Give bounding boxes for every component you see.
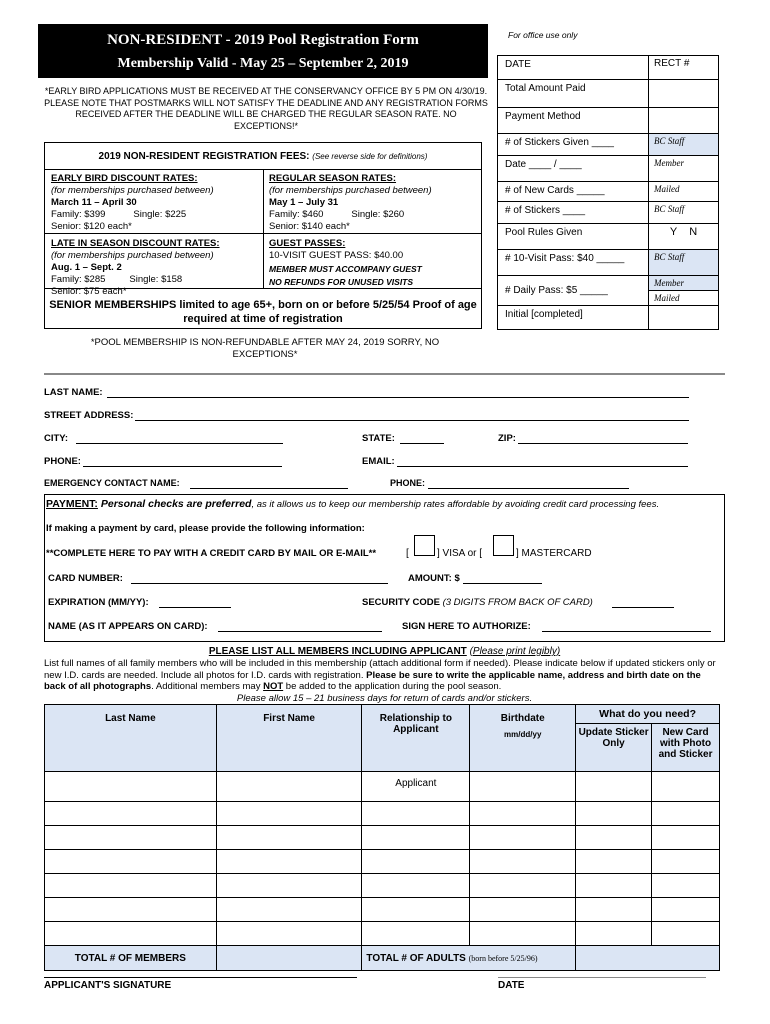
office-label: Total Amount Paid <box>498 80 649 108</box>
office-row <box>498 202 719 224</box>
member-cell[interactable] <box>45 802 217 826</box>
member-cell[interactable] <box>45 772 217 802</box>
member-cell[interactable] <box>362 874 470 898</box>
member-cell[interactable] <box>652 826 720 850</box>
sign-label: SIGN HERE TO AUTHORIZE: <box>402 621 531 632</box>
office-caption: For office use only <box>508 30 578 40</box>
amount-field[interactable] <box>463 583 542 584</box>
member-cell[interactable] <box>652 802 720 826</box>
allow-note: Please allow 15 – 21 business days for return of cards and/or stickers. <box>236 693 533 704</box>
col-what-need: What do you need? <box>576 705 720 724</box>
member-cell[interactable] <box>576 826 652 850</box>
security-field[interactable] <box>612 607 674 608</box>
card-name-label: NAME (AS IT APPEARS ON CARD): <box>48 621 208 632</box>
office-label: Payment Method <box>498 108 649 134</box>
office-row <box>498 156 719 182</box>
visa-label: ] VISA or [ <box>437 548 483 559</box>
member-cell[interactable] <box>45 850 217 874</box>
mastercard-label: ] MASTERCARD <box>516 548 592 559</box>
applicant-cell[interactable]: Applicant <box>362 772 470 802</box>
office-label: # of Stickers Given ____ <box>498 134 649 156</box>
office-value[interactable]: RECT # <box>649 56 719 80</box>
guest-passes: GUEST PASSES: 10-VISIT GUEST PASS: $40.00 MEMBER MUST ACCOMPANY GUEST NO REFUNDS FOR UNUSED VISITS <box>269 238 422 287</box>
phone-field[interactable] <box>83 466 282 467</box>
office-value[interactable]: BC Staff <box>649 250 719 276</box>
office-row <box>498 250 719 276</box>
member-cell[interactable] <box>470 922 576 946</box>
office-value[interactable]: BC Staff <box>649 134 719 156</box>
email-field[interactable] <box>397 466 688 467</box>
office-label: # 10-Visit Pass: $40 _____ <box>498 250 649 276</box>
member-row <box>45 802 720 826</box>
member-cell[interactable] <box>576 898 652 922</box>
late-season-rates: LATE IN SEASON DISCOUNT RATES: (for memberships purchased between) Aug. 1 – Sept. 2 Family: $285 Single: $158 Senior: $75 each* <box>51 238 220 297</box>
member-cell[interactable] <box>470 826 576 850</box>
member-cell[interactable] <box>652 850 720 874</box>
office-value[interactable] <box>649 108 719 134</box>
office-row <box>498 276 719 291</box>
office-value[interactable]: BC Staff <box>649 202 719 224</box>
signature-line[interactable] <box>44 977 357 978</box>
member-cell[interactable] <box>576 874 652 898</box>
state-field[interactable] <box>400 443 444 444</box>
member-cell[interactable] <box>652 874 720 898</box>
expiration-label: EXPIRATION (MM/YY): <box>48 597 149 608</box>
members-instructions: List full names of all family members who will be included in this membership (attach additional form if needed). Please indicate below if updated stickers only or new I.D. cards are needed. Include all photos for I.D. cards with registration. Please be sure to write the applicable name, address and birth date on the back of all photographs. Additional members may NOT be added to the application during the pool season. <box>44 658 716 692</box>
card-number-label: CARD NUMBER: <box>48 573 123 584</box>
total-adults-field[interactable] <box>576 946 720 971</box>
security-label: SECURITY CODE (3 DIGITS FROM BACK OF CARD) <box>362 597 593 608</box>
office-row <box>498 224 719 250</box>
col-relationship: Relationship to Applicant <box>362 705 470 772</box>
refund-note: *POOL MEMBERSHIP IS NON-REFUNDABLE AFTER MAY 24, 2019 SORRY, NO EXCEPTIONS* <box>90 337 440 360</box>
phone-label: PHONE: <box>44 456 81 467</box>
regular-rates: REGULAR SEASON RATES: (for memberships purchased between) May 1 – July 31 Family: $460 Single: $260 Senior: $140 each* <box>269 173 432 232</box>
card-info: If making a payment by card, please provide the following information: <box>46 523 365 534</box>
payment-box <box>44 494 725 642</box>
member-cell[interactable] <box>470 874 576 898</box>
col-update-sticker: Update Sticker Only <box>576 724 652 772</box>
member-cell[interactable] <box>216 850 362 874</box>
street-field[interactable] <box>135 420 689 421</box>
member-cell[interactable] <box>45 922 217 946</box>
member-cell[interactable] <box>652 898 720 922</box>
form-subtitle: Membership Valid - May 25 – September 2, 2019 <box>117 56 409 71</box>
member-row <box>45 772 720 802</box>
member-cell[interactable] <box>45 826 217 850</box>
office-value[interactable]: Member <box>649 156 719 182</box>
col-last-name: Last Name <box>45 705 217 772</box>
member-cell[interactable] <box>216 922 362 946</box>
mastercard-checkbox[interactable] <box>493 535 514 556</box>
office-row <box>498 134 719 156</box>
senior-note: SENIOR MEMBERSHIPS limited to age 65+, born on or before 5/25/54 Proof of age required at time of registration <box>49 299 477 325</box>
emergency-phone-label: PHONE: <box>390 478 426 488</box>
member-cell[interactable] <box>470 898 576 922</box>
member-cell[interactable] <box>216 898 362 922</box>
title-banner <box>38 24 488 78</box>
office-use-table <box>497 55 719 330</box>
member-cell[interactable] <box>216 874 362 898</box>
member-cell[interactable] <box>362 850 470 874</box>
office-row <box>498 306 719 330</box>
office-label: Pool Rules Given <box>498 224 649 250</box>
office-value[interactable]: Mailed <box>649 291 719 306</box>
total-members-field[interactable] <box>216 946 362 971</box>
office-value[interactable] <box>649 80 719 108</box>
member-row <box>45 874 720 898</box>
office-value[interactable]: Member <box>649 276 719 291</box>
member-row <box>45 850 720 874</box>
last-name-field[interactable] <box>107 397 689 398</box>
member-cell[interactable] <box>652 922 720 946</box>
col-birthdate: Birthdate mm/dd/yy <box>470 705 576 772</box>
form-title: NON-RESIDENT - 2019 Pool Registration Form <box>107 32 419 48</box>
member-cell[interactable] <box>470 850 576 874</box>
member-cell[interactable] <box>362 826 470 850</box>
early-bird-notice: *EARLY BIRD APPLICATIONS MUST BE RECEIVED AT THE CONSERVANCY OFFICE BY 5 PM ON 4/30/19. PLEASE NOTE THAT POSTMARKS WILL NOT SATISFY THE DEADLINE AND ANY REGISTRATION FORMS RECEIVED AFTER THE DEADLINE WILL BE CHARGED THE REGULAR SEASON RATE. NO EXCEPTIONS!* <box>44 86 488 131</box>
complete-cc-label: **COMPLETE HERE TO PAY WITH A CREDIT CARD BY MAIL OR E-MAIL** <box>46 548 377 559</box>
state-label: STATE: <box>362 433 395 444</box>
emergency-label: EMERGENCY CONTACT NAME: <box>44 478 180 488</box>
office-label: # of Stickers ____ <box>498 202 649 224</box>
office-value[interactable]: Mailed <box>649 182 719 202</box>
member-cell[interactable] <box>576 922 652 946</box>
zip-label: ZIP: <box>498 433 516 444</box>
member-cell[interactable] <box>470 802 576 826</box>
office-row <box>498 108 719 134</box>
zip-field[interactable] <box>518 443 688 444</box>
fees-header: 2019 NON-RESIDENT REGISTRATION FEES: (See reverse side for definitions) <box>45 143 481 170</box>
member-cell[interactable] <box>216 772 362 802</box>
total-adults-label: TOTAL # OF ADULTS (born before 5/25/96) <box>362 946 576 971</box>
member-row <box>45 826 720 850</box>
expiration-field[interactable] <box>159 607 231 608</box>
fees-box <box>44 142 482 329</box>
member-cell[interactable] <box>216 802 362 826</box>
emergency-phone-field[interactable] <box>428 488 629 489</box>
city-field[interactable] <box>76 443 283 444</box>
date-line[interactable] <box>498 977 706 978</box>
member-cell[interactable] <box>362 922 470 946</box>
office-value[interactable]: Y N <box>649 224 719 250</box>
early-bird-rates: EARLY BIRD DISCOUNT RATES: (for memberships purchased between) March 11 – April 30 Family: $399 Single: $225 Senior: $120 each* <box>51 173 214 232</box>
last-name-label: LAST NAME: <box>44 387 103 398</box>
sign-field[interactable] <box>542 631 711 632</box>
payment-note: PAYMENT: Personal checks are preferred, as it allows us to keep our membership rates affordable by avoiding credit card processing fees. <box>46 498 660 510</box>
office-row <box>498 80 719 108</box>
office-label: # Daily Pass: $5 _____ <box>498 276 649 306</box>
member-cell[interactable] <box>216 826 362 850</box>
office-label: Date ____ / ____ <box>498 156 649 182</box>
street-label: STREET ADDRESS: <box>44 410 134 421</box>
member-cell[interactable] <box>576 802 652 826</box>
office-value[interactable] <box>649 306 719 330</box>
emergency-field[interactable] <box>190 488 348 489</box>
office-label: DATE <box>498 56 649 80</box>
card-name-field[interactable] <box>218 631 382 632</box>
members-table <box>44 704 720 971</box>
member-row <box>45 922 720 946</box>
member-cell[interactable] <box>576 772 652 802</box>
email-label: EMAIL: <box>362 456 395 467</box>
amount-label: AMOUNT: $ <box>408 573 460 584</box>
office-row <box>498 56 719 80</box>
col-new-card: New Card with Photo and Sticker <box>652 724 720 772</box>
member-cell[interactable] <box>362 802 470 826</box>
signature-label: APPLICANT'S SIGNATURE <box>44 980 172 991</box>
member-row <box>45 898 720 922</box>
date-label: DATE <box>498 980 525 991</box>
member-cell[interactable] <box>470 772 576 802</box>
city-label: CITY: <box>44 433 69 444</box>
visa-checkbox[interactable] <box>414 535 435 556</box>
col-first-name: First Name <box>216 705 362 772</box>
member-cell[interactable] <box>45 874 217 898</box>
office-row <box>498 182 719 202</box>
open-bracket: [ <box>406 548 409 559</box>
member-cell[interactable] <box>45 898 217 922</box>
member-cell[interactable] <box>362 898 470 922</box>
member-cell[interactable] <box>652 772 720 802</box>
total-members-label: TOTAL # OF MEMBERS <box>45 946 217 971</box>
member-cell[interactable] <box>576 850 652 874</box>
office-label: Initial [completed] <box>498 306 649 330</box>
office-label: # of New Cards _____ <box>498 182 649 202</box>
card-number-field[interactable] <box>131 583 388 584</box>
members-heading: PLEASE LIST ALL MEMBERS INCLUDING APPLICANT (Please print legibly) <box>208 646 561 657</box>
